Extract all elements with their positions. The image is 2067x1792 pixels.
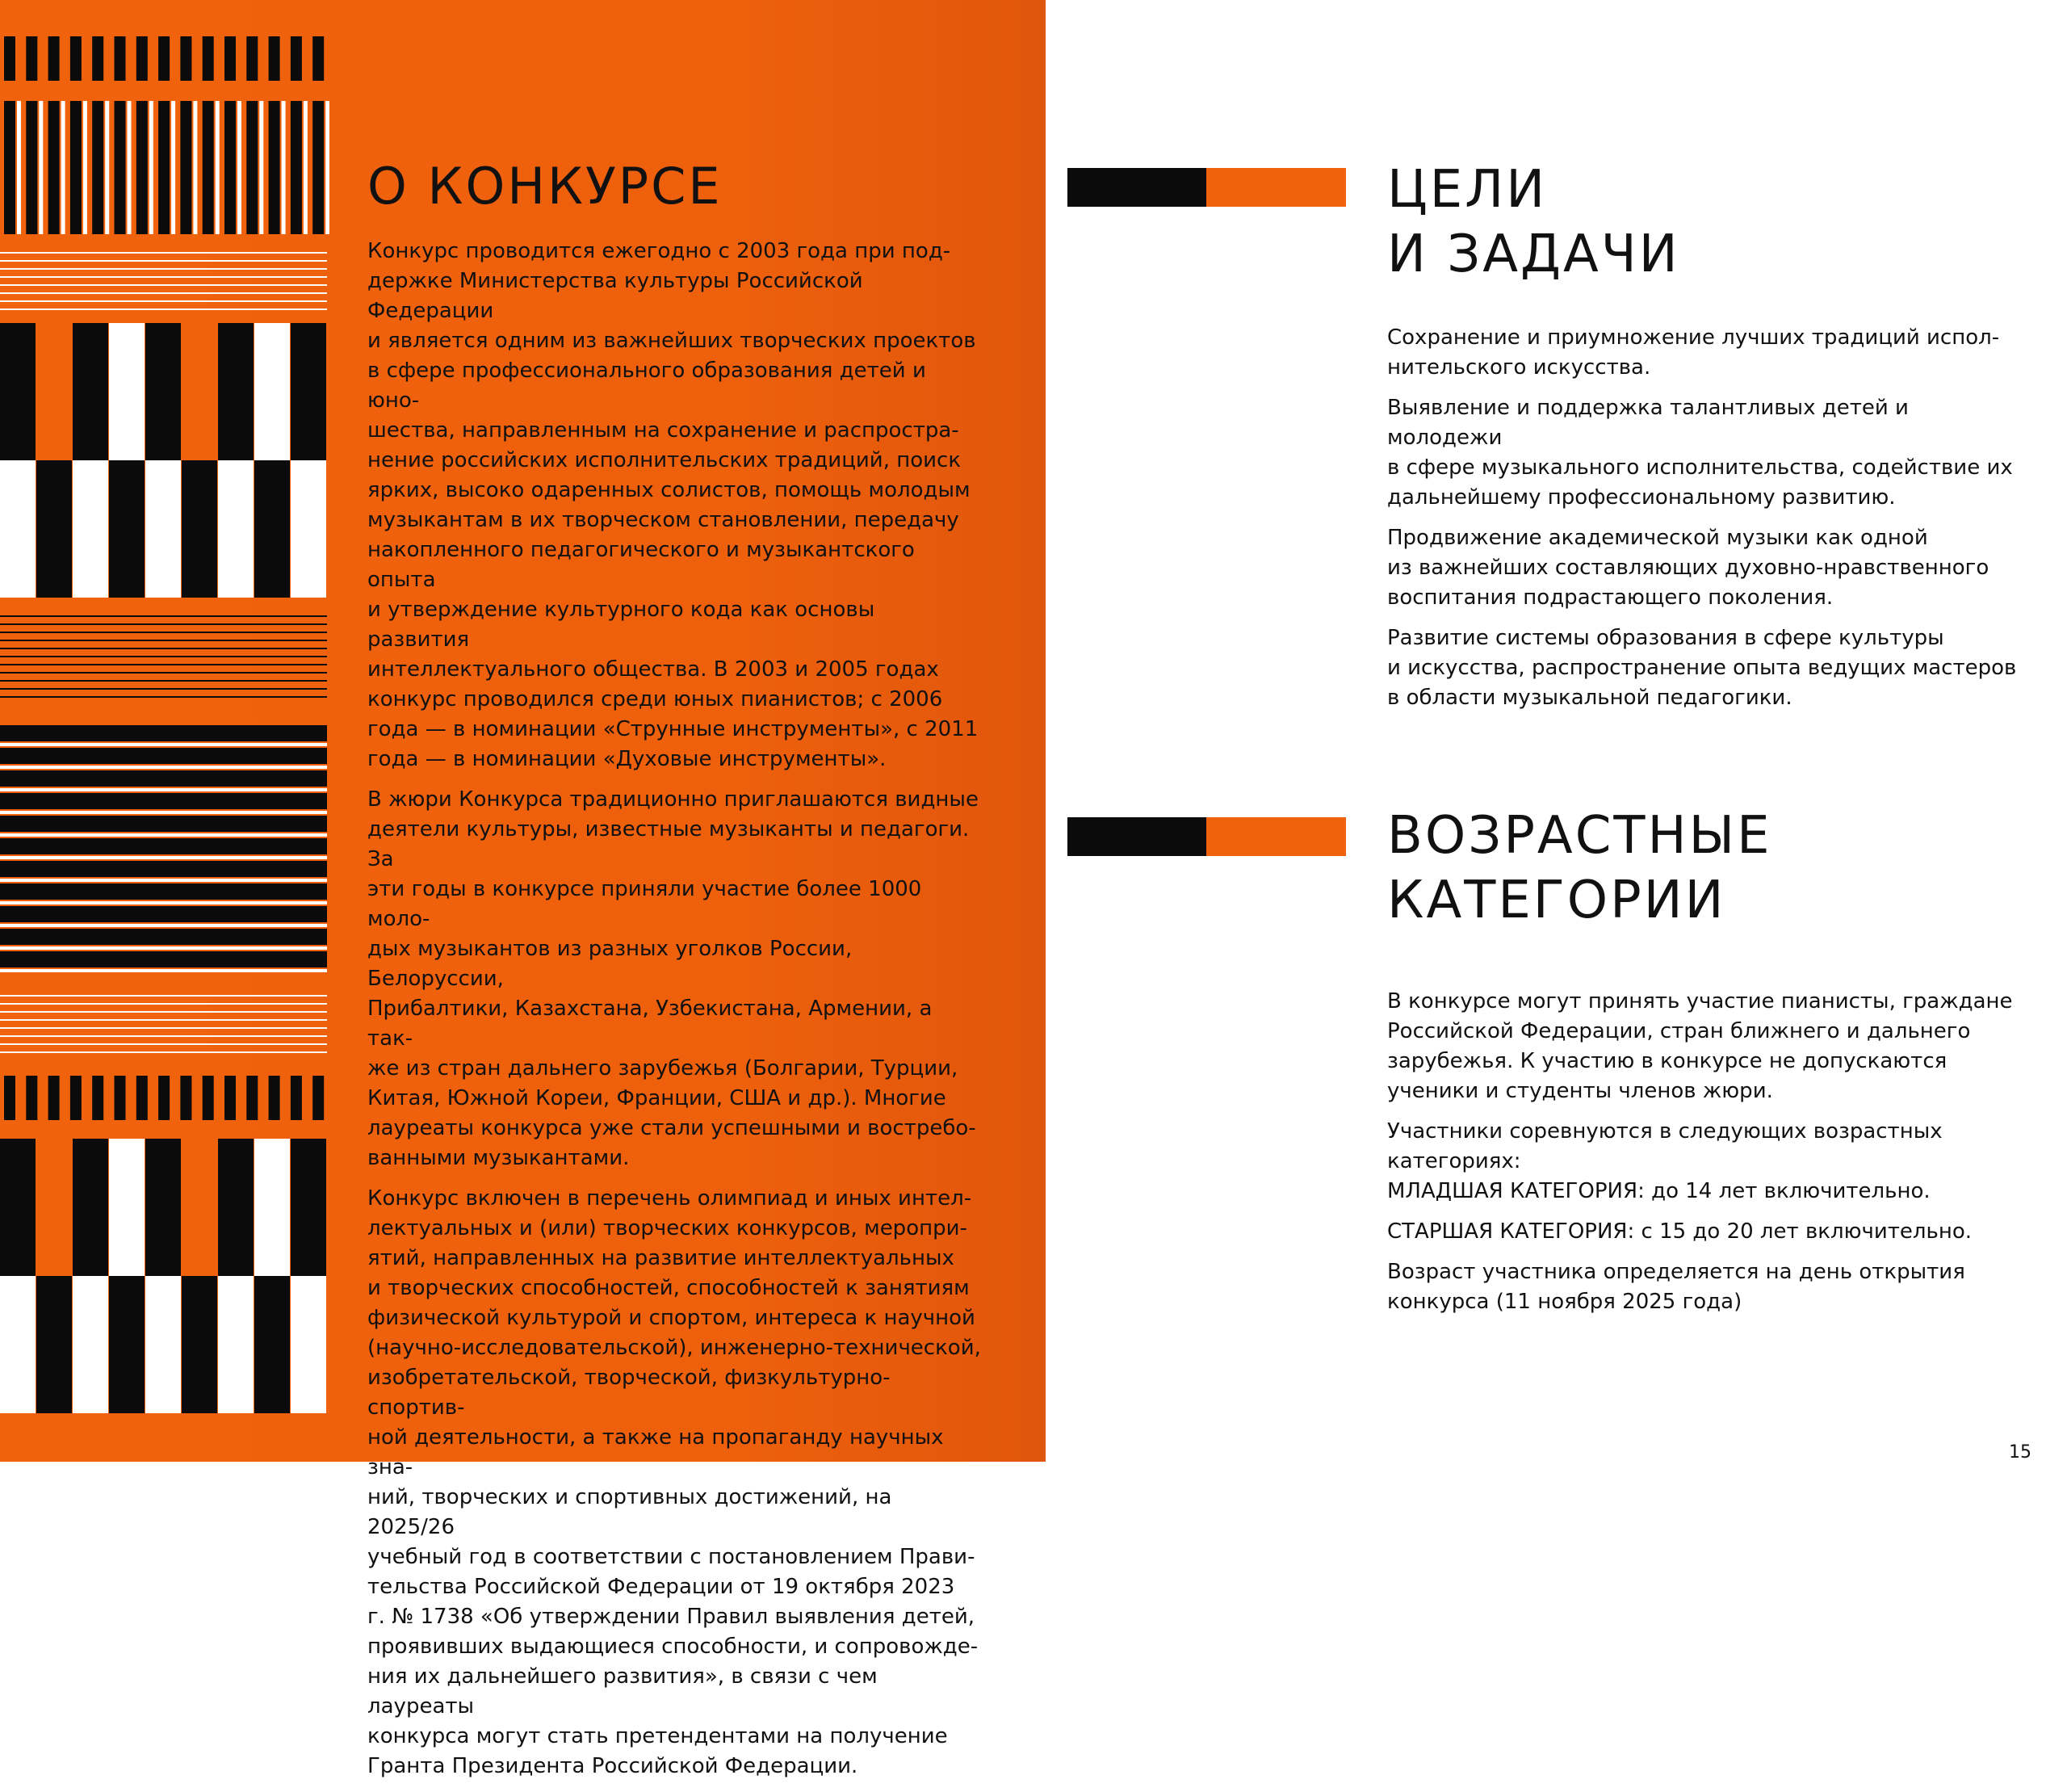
page-number: 15 — [2009, 1442, 2031, 1463]
ages-accent-bar — [1067, 817, 1346, 856]
about-paragraph-2: В жюри Конкурса традиционно приглашаются видные деятели культуры, известные музыканты и педагоги. За эти годы в конкурсе приняли участие более 1000 моло- дых музыкантов из разных уголков России, Белоруссии, Прибалтики, Казахстана, Узбекистана, Армении, а так- же из стран дальнего зарубежья (Болгарии, Турции, Китая, Южной Кореи, Франции, США и др.). Многие лауреаты конкурса уже стали успешными и востребо- ванными музыкантами. — [367, 787, 979, 1170]
ages-paragraph-3: СТАРШАЯ КАТЕГОРИЯ: с 15 до 20 лет включительно. — [1387, 1219, 1972, 1244]
ages-paragraph-1: В конкурсе могут принять участие пианисты, граждане Российской Федерации, стран ближнего и дальнего зарубежья. К участию в конкурсе не допускаются ученики и студенты членов жюри. — [1387, 989, 2013, 1103]
goals-item-4: Развитие системы образования в сфере культуры и искусства, распространение опыта ведущих мастеров в области музыкальной педагогики. — [1387, 626, 2017, 710]
goals-item-2: Выявление и поддержка талантливых детей и молодежи в сфере музыкального исполнительства, содействие их дальнейшему профессиональному развитию. — [1387, 396, 2013, 510]
about-paragraph-3: Конкурс включен в перечень олимпиад и иных интел- лектуальных и (или) творческих конкурсов, меропри- ятий, направленных на развитие интеллектуальных и творческих способностей, способностей к занятиям физической культурой и спортом, интереса к научной (научно-исследовательской), инженерно-технической, изобретательской, творческой, физкультурно-спортив- ной деятельности, а также на пропаганду научных зна- ний, творческих и спортивных достижений, на 2025/26 учебный год в соответствии с постановлением Прави- тельства Российской Федерации от 19 октября 2023 г. № 1738 «Об утверждении Правил выявления детей, проявивших выдающиеся способности, и сопровожде- ния их дальнейшего развития», в связи с чем лауреаты конкурса могут стать претендентами на получение Гранта Президента Российской Федерации. — [367, 1186, 981, 1778]
ages-paragraph-4: Возраст участника определяется на день открытия конкурса (11 ноября 2025 года) — [1387, 1260, 1965, 1314]
about-body — [367, 237, 981, 1792]
decorative-stripe-pattern — [0, 0, 329, 1462]
about-paragraph-1: Конкурс проводится ежегодно с 2003 года при под- держке Министерства культуры Российской Федерации и является одним из важнейших творческих проектов в сфере профессионального образования детей и юно- шества, направленным на сохранение и распростра- нение российских исполнительских традиций, поиск ярких, высоко одаренных солистов, помощь молодым музыкантам в их творческом становлении, передачу накопленного педагогического и музыкантского опыта и утверждение культурного кода как основы развития интеллектуального общества. В 2003 и 2005 годах конкурс проводился среди юных пианистов; с 2006 года — в номинации «Струнные инструменты», с 2011 года — в номинации «Духовые инструменты». — [367, 239, 979, 771]
goals-item-1: Сохранение и приумножение лучших традиций испол- нительского искусства. — [1387, 325, 2000, 380]
goals-title: ЦЕЛИ И ЗАДАЧИ — [1387, 160, 1680, 284]
about-title: О КОНКУРСЕ — [367, 157, 723, 216]
goals-accent-bar — [1067, 168, 1346, 207]
goals-body — [1387, 323, 2017, 724]
goals-item-3: Продвижение академической музыки как одной из важнейших составляющих духовно-нравственного воспитания подрастающего поколения. — [1387, 526, 1989, 610]
ages-body — [1387, 987, 2017, 1328]
ages-title: ВОЗРАСТНЫЕ КАТЕГОРИИ — [1387, 806, 1772, 930]
ages-paragraph-2: Участники соревнуются в следующих возрастных категориях: МЛАДШАЯ КАТЕГОРИЯ: до 14 лет включительно. — [1387, 1119, 1943, 1203]
